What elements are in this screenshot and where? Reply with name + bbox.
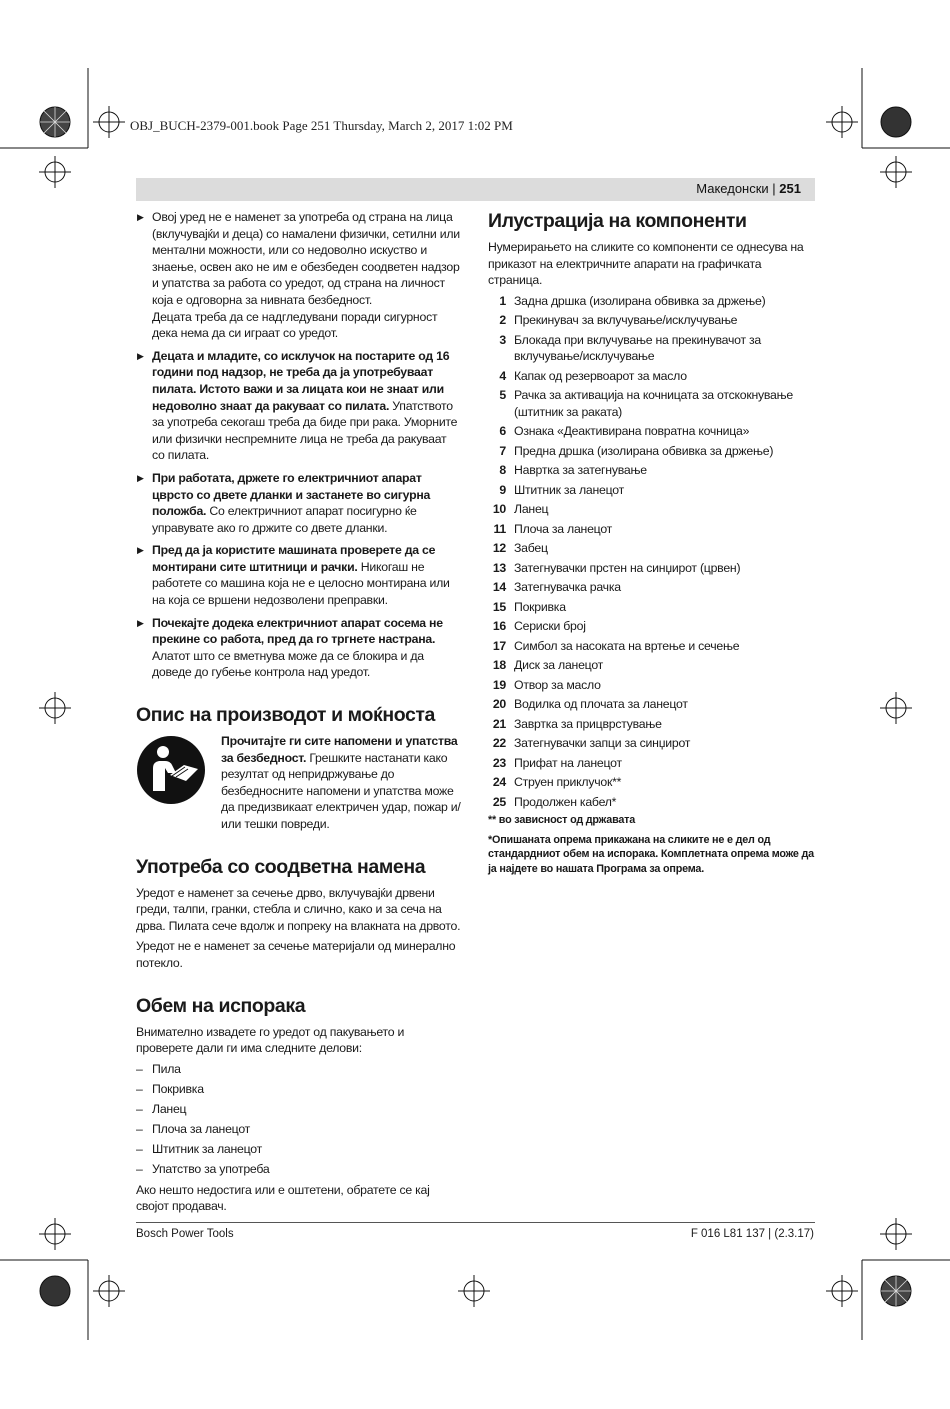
section-title-product-description: Опис на производот и моќноста [136, 704, 435, 727]
component-item [488, 677, 814, 694]
component-item [488, 716, 814, 733]
component-item [488, 638, 814, 655]
paragraph: Уредот не е наменет за сечење материјали од минерално потекло. [136, 939, 456, 970]
component-item [488, 482, 814, 499]
component-item [488, 696, 814, 713]
component-item [488, 521, 814, 538]
list-item: – Покривка [136, 1081, 462, 1098]
header-language: Македонски [696, 181, 769, 196]
footer-rule [136, 1222, 815, 1223]
component-item [488, 332, 814, 365]
component-list [488, 293, 814, 810]
bullet-item: ▶ Децата и младите, со исклучок на постарите од 16 години под надзор, не треба да ја употребуваат пилата. Истото важи и за лицата кои не знаат или недоволно знаат да ракуваат со пилата. Упатството за употреба секогаш треба да биде при рака. Уморните или физички неспремните лица не треба да ракуваат со пилата. [136, 348, 462, 464]
left-column [136, 209, 462, 1219]
right-column [488, 209, 814, 876]
footer-doc-number: F 016 L81 137 | (2.3.17) [690, 1228, 814, 1240]
component-label: Прифат на ланецот [514, 755, 622, 770]
component-number: 20 [492, 697, 506, 712]
header-page-number: 251 [779, 181, 801, 196]
component-number: 18 [492, 658, 506, 673]
component-label: Задна дршка (изолирана обвивка за држење) [514, 293, 766, 308]
component-label: Рачка за активација на кочницата за отскокнување (штитник за раката) [514, 388, 793, 419]
component-label: Плоча за ланецот [514, 521, 613, 536]
bullet-item: ▶ Овој уред не е наменет за употреба од страна на лица (вклучувајќи и деца) со намалени физички, сетилни или ментални можности, или со недоволно искуство и знаење, освен ако не им е обезбеден соодветен надзор и упатства за работа со уредот, од страна на личност која е одговорна за нивната безбедност. Децата треба да се надгледувани поради сигурност дека нема да си играат со уредот. [136, 209, 462, 342]
footnote-country: ** во зависност од државата [488, 814, 636, 827]
component-number: 17 [492, 638, 506, 653]
safety-notice: Прочитајте ги сите напомени и упатства за безбедност. Грешките настанати како резултат од непридржување до безбедносните напомени и упатства може да предизвикаат електричен удар, пожар и/или тешки повреди. [136, 733, 462, 833]
component-item [488, 755, 814, 772]
bullet-item: ▶ Почекајте додека електричниот апарат сосема не прекине со работа, пред да го тргнете настрана. Алатот што се вметнува може да се блокира и да доведе до губење контрола над уредот. [136, 615, 462, 681]
component-label: Струен приклучок** [514, 775, 622, 790]
component-label: Затегнувачка рачка [514, 580, 621, 595]
component-number: 12 [492, 541, 506, 556]
component-label: Отвор за масло [514, 677, 601, 692]
paragraph: Внимателно извадете го уредот од пакувањето и проверете дали ги има следните делови: [136, 1024, 405, 1056]
page-header: Македонски | 251 [136, 178, 815, 201]
component-number: 1 [499, 293, 506, 308]
component-label: Забец [514, 541, 548, 556]
paragraph: Ако нешто недостига или е оштетени, обратете се кај својот продавач. [136, 1182, 430, 1214]
component-number: 15 [492, 599, 506, 614]
component-label: Сериски број [514, 619, 586, 634]
component-item [488, 312, 814, 329]
component-item [488, 579, 814, 596]
component-label: Блокада при вклучување на прекинувачот за вклучување/исклучување [514, 332, 761, 364]
component-label: Прекинувач за вклучување/исклучување [514, 313, 738, 328]
component-label: Завртка за прицврстување [514, 716, 662, 731]
component-item [488, 423, 814, 440]
component-item [488, 657, 814, 674]
component-item [488, 540, 814, 557]
list-item: – Пила [136, 1061, 462, 1078]
component-label: Ознака «Деактивирана повратна кочница» [514, 424, 750, 439]
component-number: 16 [492, 619, 506, 634]
component-item [488, 443, 814, 460]
component-number: 10 [492, 502, 506, 517]
component-label: Симбол за насоката на вртење и сечење [514, 638, 740, 653]
component-item [488, 462, 814, 479]
component-number: 5 [499, 388, 506, 403]
component-number: 13 [492, 560, 506, 575]
component-number: 4 [499, 368, 506, 383]
component-item [488, 599, 814, 616]
component-number: 14 [492, 580, 506, 595]
component-item [488, 735, 814, 752]
section-title-intended-use: Употреба со соодветна намена [136, 855, 426, 878]
component-label: Покривка [514, 599, 566, 614]
bullet-item: ▶ Пред да ја користите машината проверете да се монтирани сите штитници и рачки. Никогаш не работете со машина која не е целосно монтирана или на која се вршени недозволени преправки. [136, 542, 462, 608]
component-label: Диск за ланецот [514, 658, 604, 673]
print-slug: OBJ_BUCH-2379-001.book Page 251 Thursday, March 2, 2017 1:02 PM [130, 118, 513, 133]
component-number: 22 [492, 736, 506, 751]
component-item [488, 368, 814, 385]
component-label: Ланец [514, 502, 549, 517]
paragraph: Нумерирањето на сликите со компоненти се однесува на приказот на електричните апарати на графичката страница. [488, 240, 804, 288]
component-number: 3 [499, 332, 506, 347]
paragraph: Уредот е наменет за сечење дрво, вклучувајќи дрвени греди, талпи, гранки, стебла и слично, како и за сеча на дрва. Пилата сече вдолж и попреку на влакната на дрвото. [136, 885, 461, 933]
component-label: Капак од резервоарот за масло [514, 368, 687, 383]
list-item: – Ланец [136, 1101, 462, 1118]
section-title-delivery-scope: Обем на испорака [136, 994, 306, 1017]
component-number: 11 [493, 521, 506, 536]
component-label: Предна дршка (изолирана обвивка за држење) [514, 443, 774, 458]
component-number: 24 [492, 775, 506, 790]
list-item: – Плоча за ланецот [136, 1121, 462, 1138]
component-label: Затегнувачки прстен на синџирот (црвен) [514, 560, 741, 575]
component-item [488, 387, 814, 420]
component-number: 7 [499, 443, 506, 458]
component-number: 6 [499, 424, 506, 439]
list-item: – Упатство за употреба [136, 1161, 462, 1178]
footnote-accessories: *Опишаната опрема прикажана на сликите не е дел од стандардниот обем на испорака. Комплетната опрема може да ја најдете во нашата Програма за опрема. [488, 833, 814, 875]
component-number: 2 [499, 313, 506, 328]
component-number: 9 [499, 482, 506, 497]
component-item [488, 560, 814, 577]
component-label: Затегнувачки запци за синџирот [514, 736, 691, 751]
component-label: Штитник за ланецот [514, 482, 625, 497]
bullet-item: ▶ При работата, држете го електричниот апарат цврсто со двете дланки и застанете во сигурна положба. Со електричниот апарат посигурно ќе управувате ако го држите со двете дланки. [136, 470, 462, 536]
component-item [488, 293, 814, 310]
component-label: Продолжен кабел* [514, 794, 617, 809]
component-number: 25 [492, 794, 506, 809]
component-number: 21 [492, 716, 506, 731]
component-label: Водилка од плочата за ланецот [514, 697, 688, 712]
section-title-components: Илустрација на компоненти [488, 210, 747, 232]
component-item [488, 618, 814, 635]
component-item [488, 794, 814, 811]
read-manual-icon [136, 735, 206, 805]
component-item [488, 774, 814, 791]
component-number: 23 [492, 755, 506, 770]
component-number: 8 [499, 463, 506, 478]
footer-brand: Bosch Power Tools [136, 1228, 234, 1240]
component-label: Навртка за затегнување [514, 463, 647, 478]
component-number: 19 [492, 677, 506, 692]
component-item [488, 501, 814, 518]
list-item: – Штитник за ланецот [136, 1141, 462, 1158]
